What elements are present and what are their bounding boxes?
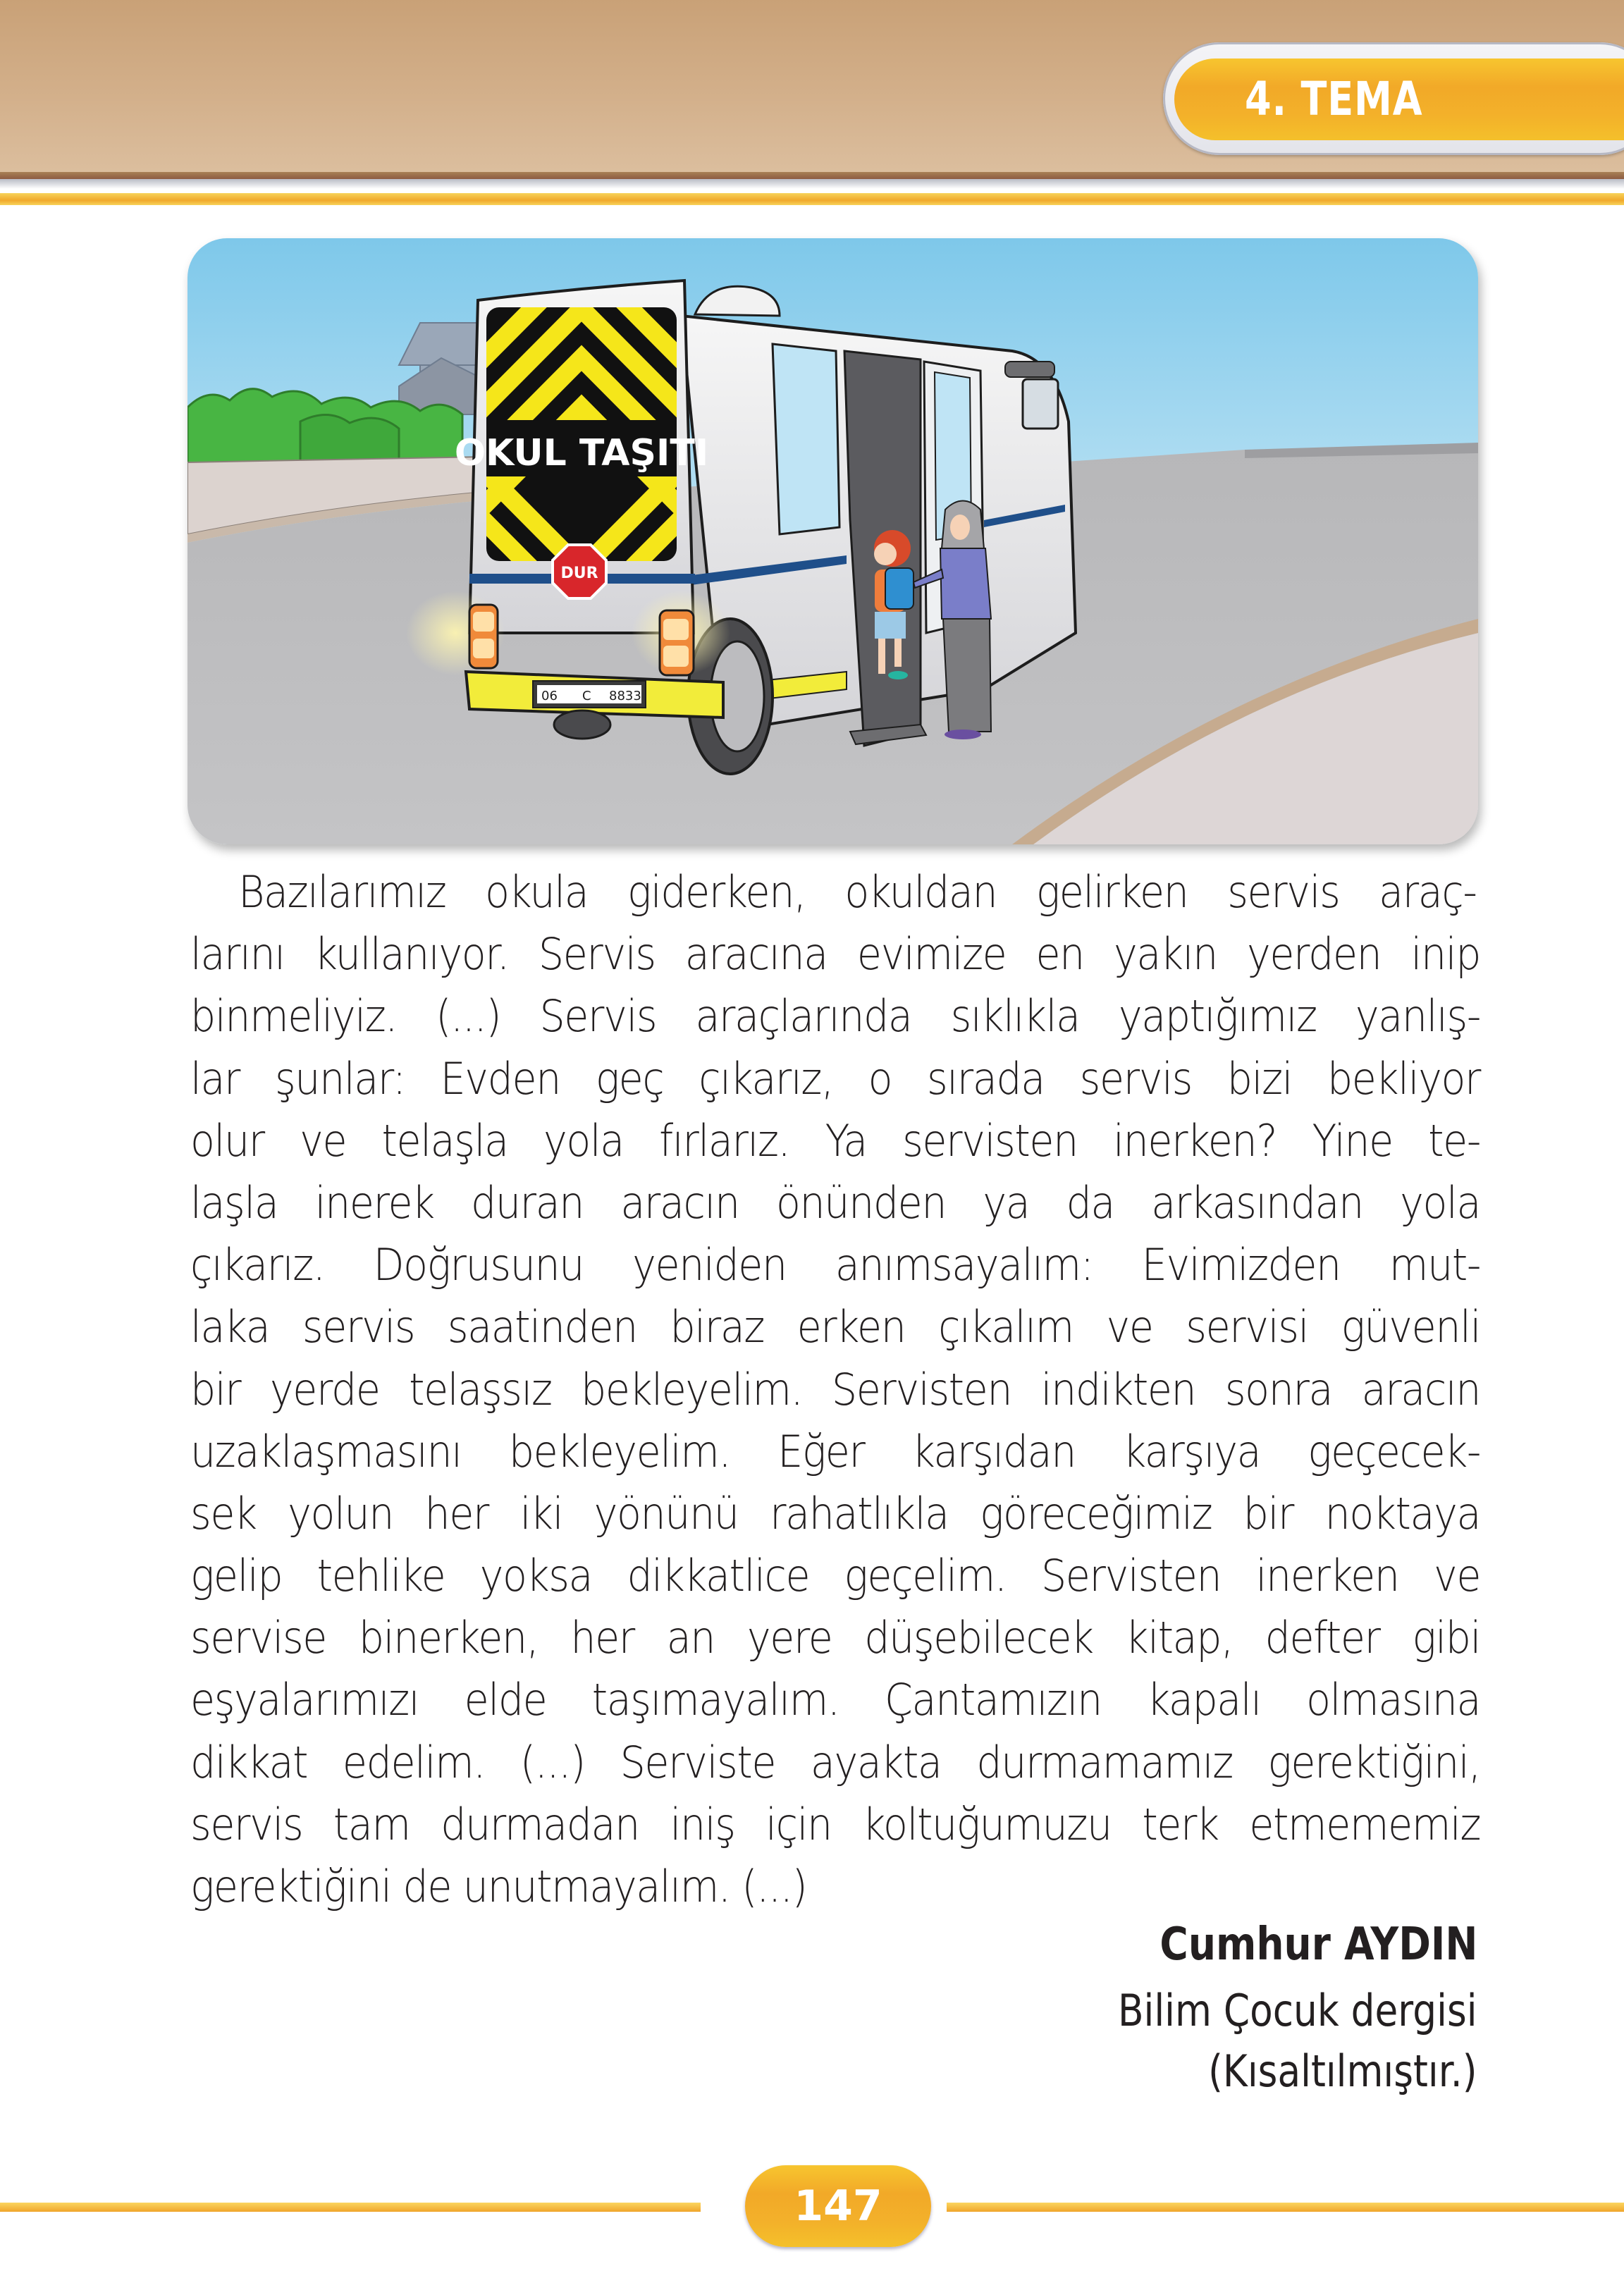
article-line: bir yerde telaşsız bekleyelim. Servisten indikten sonra aracın (190, 1363, 1481, 1415)
page-number: 147 (794, 2181, 882, 2231)
author-name: Cumhur AYDIN (1159, 1919, 1477, 1971)
stop-sign-text: DUR (560, 565, 598, 582)
footer-rule-left (0, 2203, 701, 2212)
article-line: lar şunlar: Evden geç çıkarız, o sırada servis bizi bekliyor (190, 1052, 1481, 1104)
article-line: eşyalarımızı elde taşımayalım. Çantamızın kapalı olmasına (190, 1674, 1481, 1726)
theme-label: 4. TEMA (1245, 72, 1423, 126)
header-stripe (0, 193, 1624, 205)
school-bus-illustration (187, 238, 1478, 844)
article-line: servise binerken, her an yere düşebilecek kitap, defter gibi (190, 1612, 1481, 1664)
article-line: laka servis saatinden biraz erken çıkalım ve servisi güvenli (190, 1301, 1481, 1353)
article-line: Bazılarımız okula giderken, okuldan gelirken servis araç- (238, 866, 1477, 918)
article-line: gerektiğini de unutmayalım. (...) (190, 1861, 807, 1912)
article-line: çıkarız. Doğrusunu yeniden anımsayalım: Evimizden mut- (190, 1239, 1481, 1291)
article-line: binmeliyiz. (...) Servis araçlarında sıklıkla yaptığımız yanlış- (190, 990, 1481, 1042)
svg-text:06: 06 (541, 689, 558, 703)
article-line: laşla inerek duran aracın önünden ya da arkasından yola (190, 1176, 1481, 1229)
source-citation: Bilim Çocuk dergisi (1118, 1985, 1477, 2036)
article-line: servis tam durmadan iniş için koltuğumuzu terk etmememiz (190, 1798, 1481, 1850)
article-line: sek yolun her iki yönünü rahatlıkla göreceğimiz bir noktaya (190, 1487, 1481, 1539)
article-line: olur ve telaşla yola fırlarız. Ya servisten inerken? Yine te- (190, 1114, 1481, 1166)
article-line: dikkat edelim. (...) Serviste ayakta durmamamız gerektiğini, (190, 1736, 1481, 1788)
svg-text:8833: 8833 (609, 689, 641, 703)
article-line: gelip tehlike yoksa dikkatlice geçelim. Servisten inerken ve (190, 1550, 1481, 1602)
header-edge (0, 172, 1624, 179)
abridged-note: (Kısaltılmıştır.) (1208, 2045, 1477, 2097)
license-plate (533, 681, 646, 708)
sign-text: OKUL TAŞITI (454, 432, 709, 474)
article-body (190, 861, 1480, 1918)
header-shadow (0, 179, 1624, 189)
article-line: uzaklaşmasını bekleyelim. Eğer karşıdan karşıya geçecek- (190, 1425, 1481, 1477)
svg-text:C: C (582, 689, 591, 703)
stop-sign-icon (553, 545, 606, 598)
article-line: larını kullanıyor. Servis aracına evimize en yakın yerden inip (190, 928, 1481, 980)
footer-rule-right (947, 2203, 1624, 2212)
